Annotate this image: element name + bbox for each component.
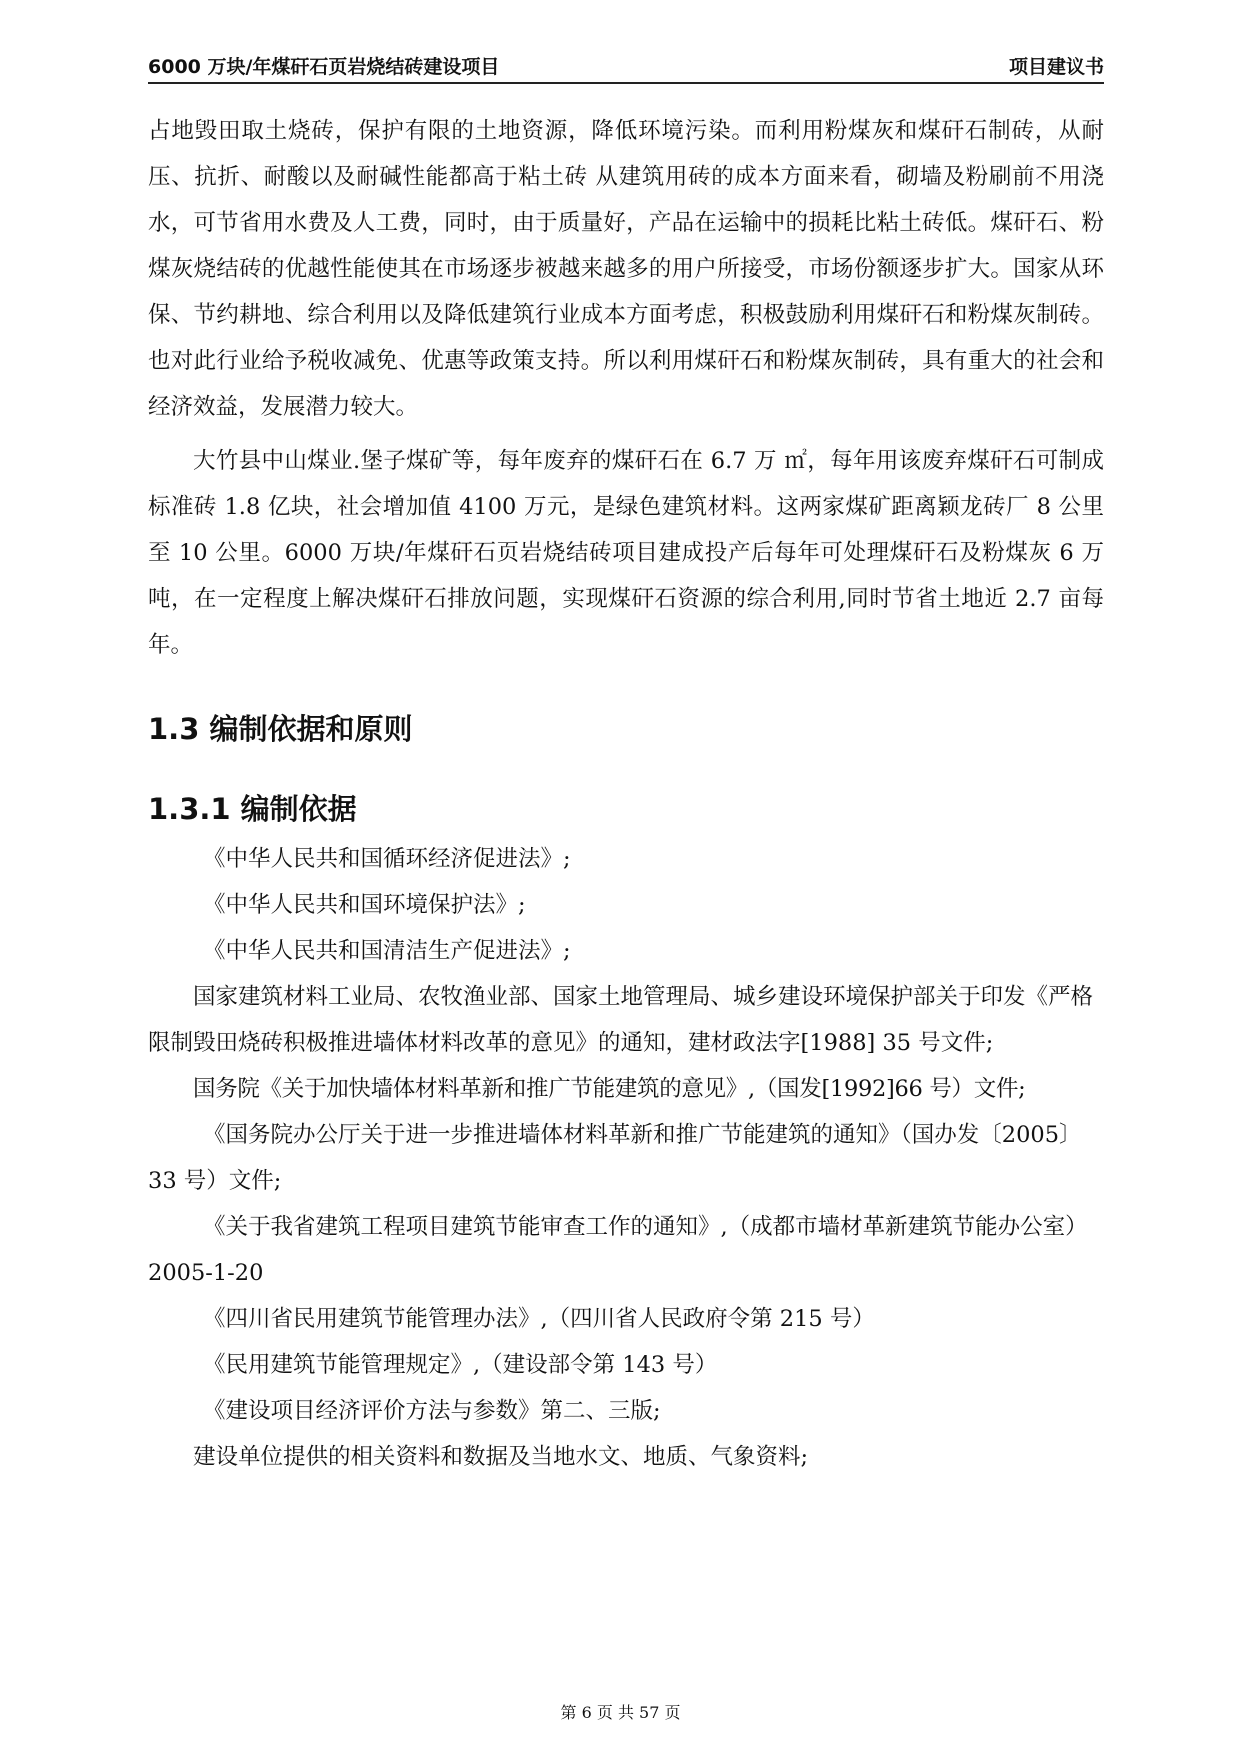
header-project-title: 6000 万块/年煤矸石页岩烧结砖建设项目 [148,56,500,78]
document-body [148,108,1104,1480]
reference-item: 《中华人民共和国环境保护法》; [203,892,526,918]
section-title: 1.3 编制依据和原则 [148,712,413,746]
reference-item: 国务院《关于加快墙体材料革新和推广节能建筑的意见》,（国发[1992]66 号）文件; [193,1076,1026,1102]
reference-item: 《民用建筑节能管理规定》,（建设部令第 143 号） [203,1352,718,1378]
header-doc-type: 项目建议书 [1008,56,1104,78]
subsection-title: 1.3.1 编制依据 [148,792,357,826]
page-header [148,50,1104,84]
reference-item: 《关于我省建筑工程项目建筑节能审查工作的通知》,（成都市墙材革新建筑节能办公室）2005-1-20 [148,1214,1088,1286]
paragraph-1: 占地毁田取土烧砖，保护有限的土地资源，降低环境污染。而利用粉煤灰和煤矸石制砖，从耐压、抗折、耐酸以及耐碱性能都高于粘土砖 从建筑用砖的成本方面来看，砌墙及粉刷前不用浇水，可节省用水费及人工费，同时，由于质量好，产品在运输中的损耗比粘土砖低。煤矸石、粉煤灰烧结砖的优越性能使其在市场逐步被越来越多的用户所接受，市场份额逐步扩大。国家从环保、节约耕地、综合利用以及降低建筑行业成本方面考虑，积极鼓励利用煤矸石和粉煤灰制砖。也对此行业给予税收减免、优惠等政策支持。所以利用煤矸石和粉煤灰制砖，具有重大的社会和经济效益，发展潜力较大。 [148,118,1104,420]
reference-item: 《四川省民用建筑节能管理办法》,（四川省人民政府令第 215 号） [203,1306,875,1332]
reference-item: 《建设项目经济评价方法与参数》第二、三版; [203,1398,661,1424]
page-footer: 第 6 页 共 57 页 [560,1703,681,1722]
paragraph-2: 大竹县中山煤业.堡子煤矿等，每年废弃的煤矸石在 6.7 万 ㎡，每年用该废弃煤矸石可制成标准砖 1.8 亿块，社会增加值 4100 万元，是绿色建筑材料。这两家煤矿距离颖龙砖厂 8 公里至 10 公里。6000 万块/年煤矸石页岩烧结砖项目建成投产后每年可处理煤矸石及粉煤灰 6 万吨，在一定程度上解决煤矸石排放问题，实现煤矸石资源的综合利用,同时节省土地近 2.7 亩每年。 [148,448,1104,658]
reference-item: 《中华人民共和国清洁生产促进法》; [203,938,571,964]
reference-item: 国家建筑材料工业局、农牧渔业部、国家土地管理局、城乡建设环境保护部关于印发《严格限制毁田烧砖积极推进墙体材料改革的意见》的通知，建材政法字[1988] 35 号文件; [148,984,1094,1056]
reference-item: 《中华人民共和国循环经济促进法》; [203,846,571,872]
reference-item: 《国务院办公厅关于进一步推进墙体材料革新和推广节能建筑的通知》（国办发〔2005〕33 号）文件; [148,1122,1082,1194]
reference-item: 建设单位提供的相关资料和数据及当地水文、地质、气象资料; [193,1444,809,1470]
